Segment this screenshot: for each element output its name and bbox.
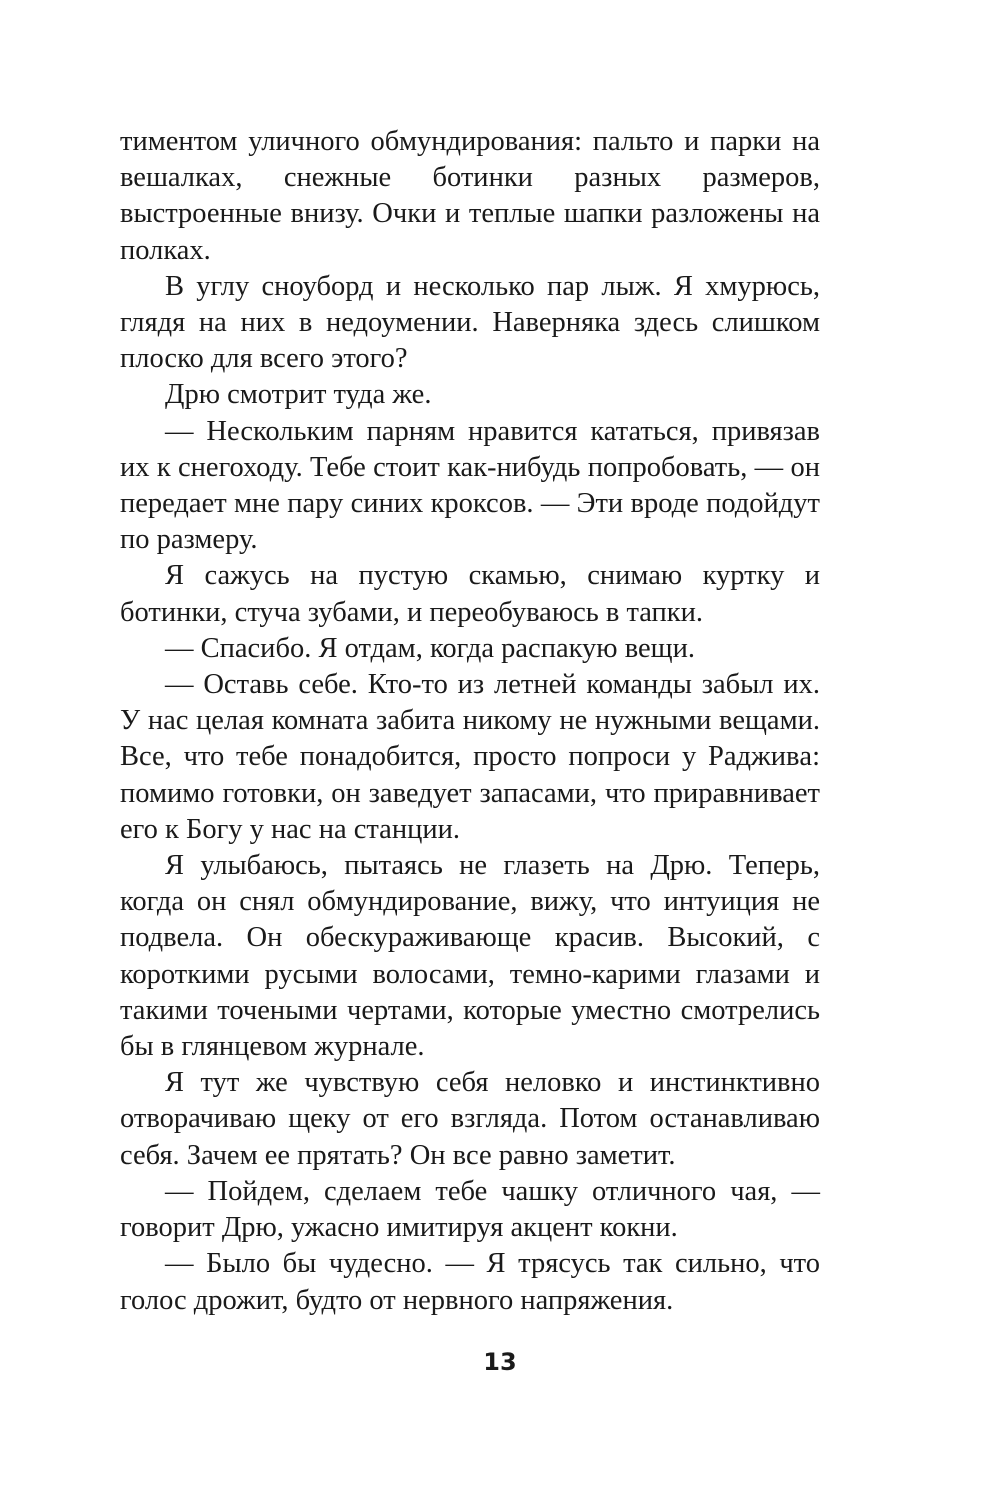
- paragraph: — Нескольким парням нравится кататься, привязав их к снегоходу. Тебе стоит как-нибудь попробовать, — он передает мне пару синих кроксов. — Эти вроде подойдут по размеру.: [120, 415, 820, 556]
- body-text: [120, 124, 820, 1319]
- paragraph: Я тут же чувствую себя неловко и инстинктивно отворачиваю щеку от его взгляда. Потом останавливаю себя. Зачем ее прятать? Он все равно заметит.: [120, 1067, 820, 1171]
- paragraph: — Пойдем, сделаем тебе чашку отличного чая, — говорит Дрю, ужасно имитируя акцент кокни.: [120, 1175, 820, 1244]
- paragraph: тиментом уличного обмундирования: пальто и парки на вешалках, снежные ботинки разных размеров, выстроенные внизу. Очки и теплые шапки разложены на полках.: [120, 126, 820, 266]
- paragraph: — Было бы чудесно. — Я трясусь так сильно, что голос дрожит, будто от нервного напряжения.: [120, 1248, 820, 1316]
- paragraph: Я сажусь на пустую скамью, снимаю куртку и ботинки, стуча зубами, и переобуваюсь в тапки.: [120, 560, 820, 628]
- page-number: 13: [483, 1348, 517, 1376]
- paragraph: Я улыбаюсь, пытаясь не глазеть на Дрю. Теперь, когда он снял обмундирование, вижу, что интуиция не подвела. Он обескураживающе красив. Высокий, с короткими русыми волосами, темно-карими глазами и такими точеными чертами, которые уместно смотрелись бы в глянцевом журнале.: [120, 850, 820, 1063]
- paragraph: Дрю смотрит туда же.: [165, 379, 432, 411]
- paragraph: — Спасибо. Я отдам, когда распакую вещи.: [165, 632, 695, 664]
- paragraph: В углу сноуборд и несколько пар лыж. Я хмурюсь, глядя на них в недоумении. Наверняка здесь слишком плоско для всего этого?: [120, 270, 820, 375]
- paragraph: — Оставь себе. Кто-то из летней команды забыл их. У нас целая комната забита никому не нужными вещами. Все, что тебе понадобится, просто попроси у Радживa: помимо готовки, он заведует запасами, что приравнивает его к Богу у нас на станции.: [120, 669, 820, 845]
